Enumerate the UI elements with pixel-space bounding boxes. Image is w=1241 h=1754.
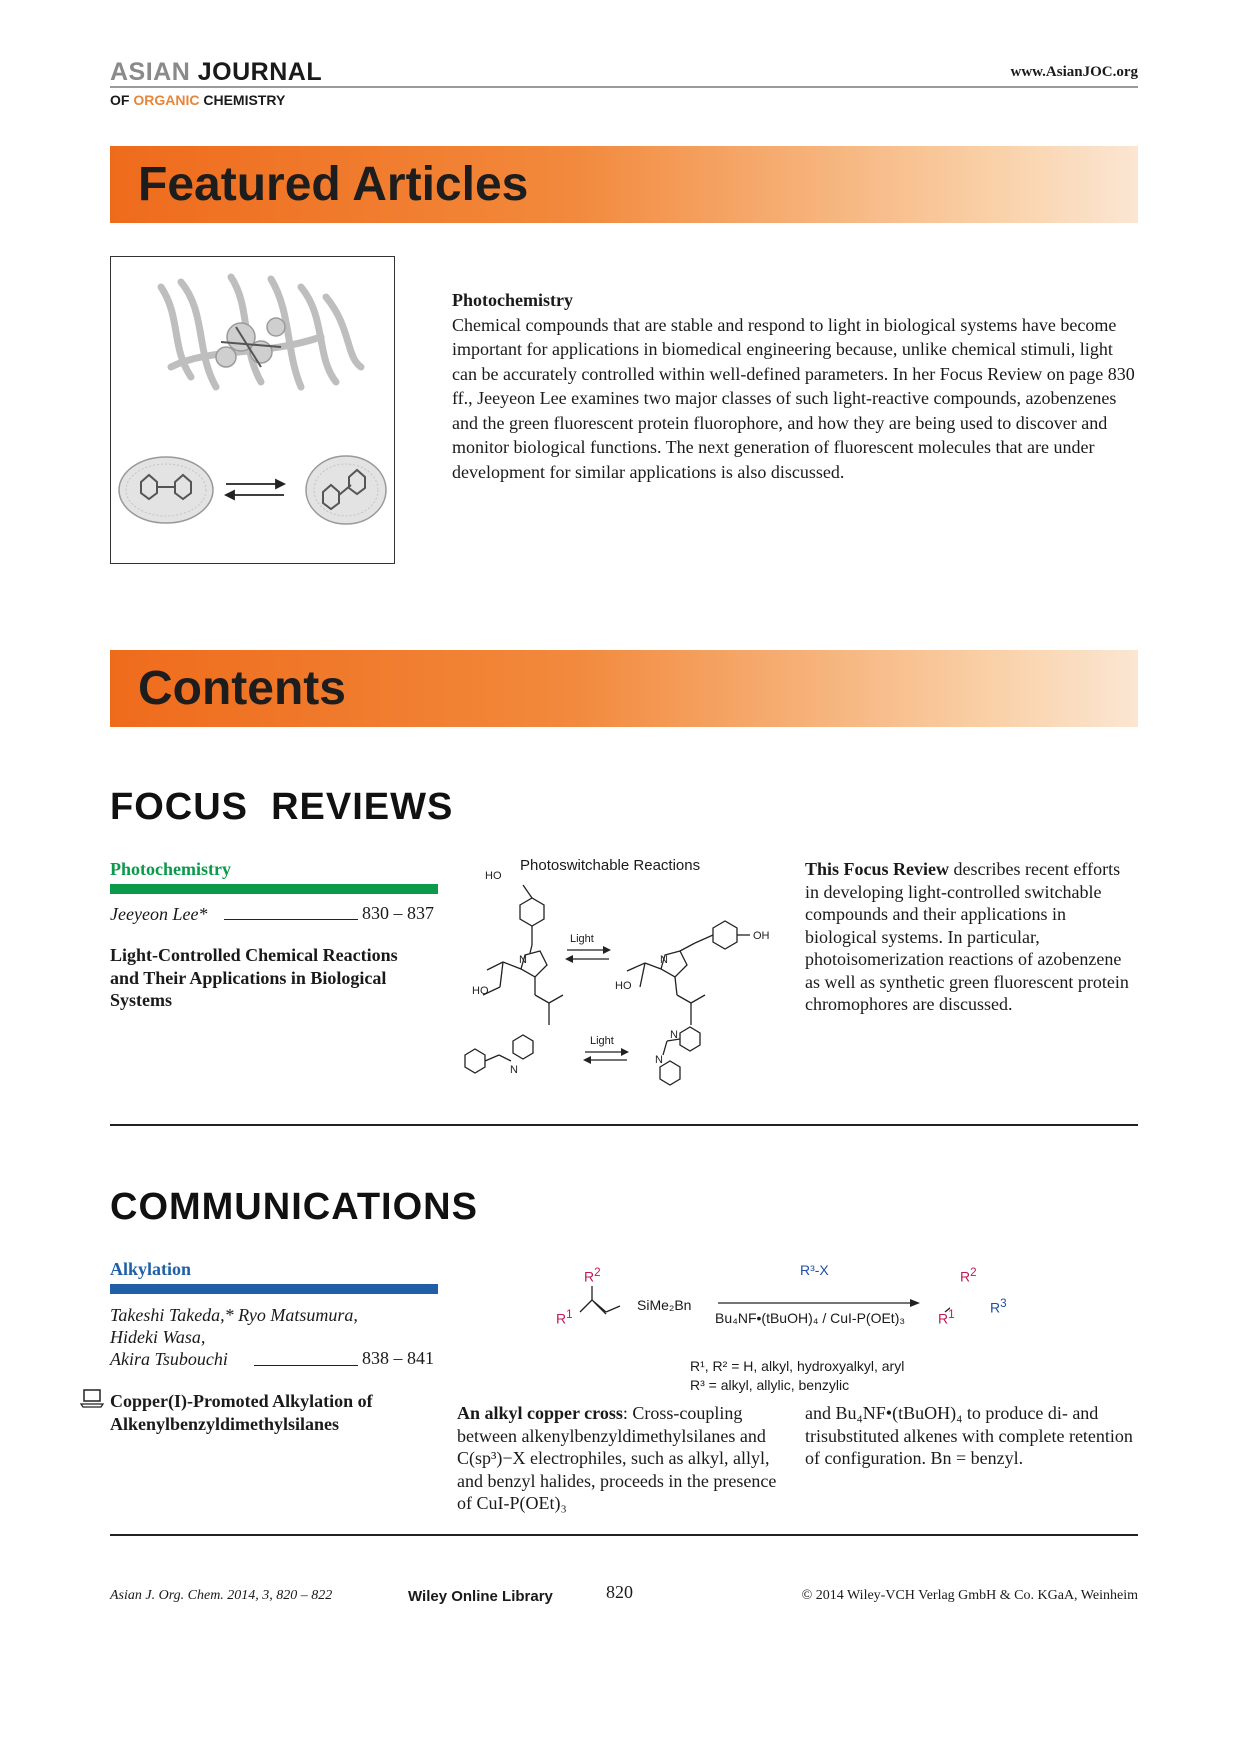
- product-r2-label: $R^2$: [960, 1266, 977, 1285]
- footer-citation: Asian J. Org. Chem. 2014, 3, 820 – 822: [110, 1588, 333, 1603]
- svg-text:N: N: [670, 1029, 678, 1041]
- featured-cover-image: [110, 256, 395, 564]
- focus-review-desc-rest: describes recent efforts in developing light-controlled switchable compounds and their applications in biological systems. In particular, photoisomerization reactions of azobenzene as well as synthetic green fluorescent protein chromophores are discussed.: [805, 859, 1129, 1014]
- product-r3-label: $R^3$: [990, 1297, 1007, 1316]
- communication-description-col1: [457, 1402, 787, 1515]
- journal-logo: [110, 58, 322, 86]
- focus-review-category[interactable]: Photochemistry: [110, 859, 231, 879]
- svg-text:HO: HO: [472, 985, 489, 997]
- svg-text:HO: HO: [485, 870, 502, 882]
- wiley-online-library-logo[interactable]: Wiley Online Library: [408, 1588, 553, 1605]
- featured-articles-title: Featured Articles: [138, 158, 529, 211]
- r1-label: $R^1$: [556, 1308, 573, 1327]
- focus-review-desc-bold: This Focus Review: [805, 859, 949, 879]
- communication-title[interactable]: Copper(I)-Promoted Alkylation of Alkenylbenzyldimethylsilanes: [110, 1391, 373, 1434]
- computer-icon: [80, 1388, 104, 1413]
- communication-desc-col1-rest: : Cross-coupling between alkenylbenzyldimethylsilanes and C(sp³)−X electrophiles, such as alkyl, allyl, and benzyl halides, proceeds in the presence of CuI-P(OEt)₃: [457, 1403, 777, 1513]
- communication-authors-line-2: Hideki Wasa,: [110, 1327, 206, 1347]
- svg-text:OH: OH: [753, 930, 770, 942]
- logo-word-journal: JOURNAL: [197, 58, 323, 86]
- focus-reviews-heading: FOCUS REVIEWS: [110, 786, 454, 828]
- communication-description-col2: and Bu₄NF•(tBuOH)₄ to produce di- and trisubstituted alkenes with complete retention of configuration. Bn = benzyl.: [805, 1403, 1133, 1468]
- logo-chemistry: CHEMISTRY: [203, 92, 286, 108]
- scheme-note-2: R³ = alkyl, allylic, benzylic: [690, 1377, 850, 1393]
- featured-article-text: [452, 288, 1142, 484]
- leader-line: [224, 919, 358, 920]
- scheme-title: Photoswitchable Reactions: [520, 857, 701, 874]
- contents-title: Contents: [138, 662, 346, 715]
- communication-authors-line-1: Takeshi Takeda,* Ryo Matsumura,: [110, 1305, 358, 1325]
- featured-heading: Photochemistry: [452, 290, 573, 310]
- sime2bn-label: SiMe₂Bn: [637, 1297, 692, 1313]
- svg-text:N: N: [510, 1064, 518, 1076]
- scheme-note-1: R¹, R² = H, alkyl, hydroxyalkyl, aryl: [690, 1358, 905, 1374]
- journal-logo-subline: [110, 92, 285, 108]
- svg-text:HO: HO: [615, 980, 632, 992]
- svg-text:N: N: [660, 954, 668, 966]
- communication-category[interactable]: Alkylation: [110, 1259, 192, 1279]
- focus-review-authors[interactable]: Jeeyeon Lee*: [110, 904, 208, 924]
- communication-desc-bold: An alkyl copper cross: [457, 1403, 623, 1423]
- reaction-conditions: Bu₄NF•(tBuOH)₄ / CuI-P(OEt)₃: [715, 1310, 906, 1326]
- leader-line-2: [254, 1365, 358, 1366]
- footer-copyright: © 2014 Wiley-VCH Verlag GmbH & Co. KGaA, Weinheim: [801, 1588, 1138, 1603]
- scheme-structures: [455, 855, 790, 1115]
- scheme-light-label-2: Light: [590, 1035, 614, 1047]
- bottom-divider: [110, 1534, 1138, 1536]
- product-r1-label: $R^1$: [938, 1308, 955, 1327]
- communication-pages[interactable]: 838 – 841: [362, 1348, 434, 1368]
- svg-text:N: N: [655, 1054, 663, 1066]
- focus-review-pages[interactable]: 830 – 837: [362, 903, 434, 923]
- protein-structure-illustration: [111, 257, 394, 563]
- alkylation-scheme: [556, 1262, 1007, 1393]
- focus-review-category-bar: [110, 884, 438, 894]
- focus-review-title[interactable]: Light-Controlled Chemical Reactions and Their Applications in Biological Systems: [110, 945, 398, 1010]
- website-link[interactable]: www.AsianJOC.org: [1010, 64, 1138, 80]
- logo-organic: ORGANIC: [133, 92, 200, 108]
- logo-word-asian: ASIAN: [110, 58, 191, 86]
- communication-category-bar: [110, 1284, 438, 1294]
- header-divider: [110, 86, 1138, 88]
- section-divider: [110, 1124, 1138, 1126]
- r3x-reagent: R³-X: [800, 1262, 829, 1278]
- featured-body: Chemical compounds that are stable and respond to light in biological systems have become important for applications in biomedical engineering because, unlike chemical stimuli, light can be accurately controlled within well-defined parameters. In her Focus Review on page 830 ff., Jeeyeon Lee examines two major classes of such light-reactive compounds, azobenzenes and the green fluorescent protein fluorophore, and how they are being used to discover and monitor biological functions. The next generation of fluorescent molecules that are under development for similar applications is also discussed.: [452, 314, 1135, 482]
- focus-review-description: [805, 858, 1138, 1016]
- svg-text:N: N: [519, 954, 527, 966]
- photoswitchable-scheme: [455, 855, 790, 1115]
- scheme-light-label-1: Light: [570, 933, 594, 945]
- logo-of: OF: [110, 92, 130, 108]
- featured-articles-banner: [110, 146, 1138, 223]
- communications-heading: COMMUNICATIONS: [110, 1186, 478, 1228]
- communication-authors-line-3: Akira Tsubouchi: [110, 1349, 228, 1369]
- r2-label: $R^2$: [584, 1266, 601, 1285]
- contents-banner: [110, 650, 1138, 727]
- alkylation-scheme-structures: [570, 1270, 950, 1345]
- page-number: 820: [606, 1582, 633, 1602]
